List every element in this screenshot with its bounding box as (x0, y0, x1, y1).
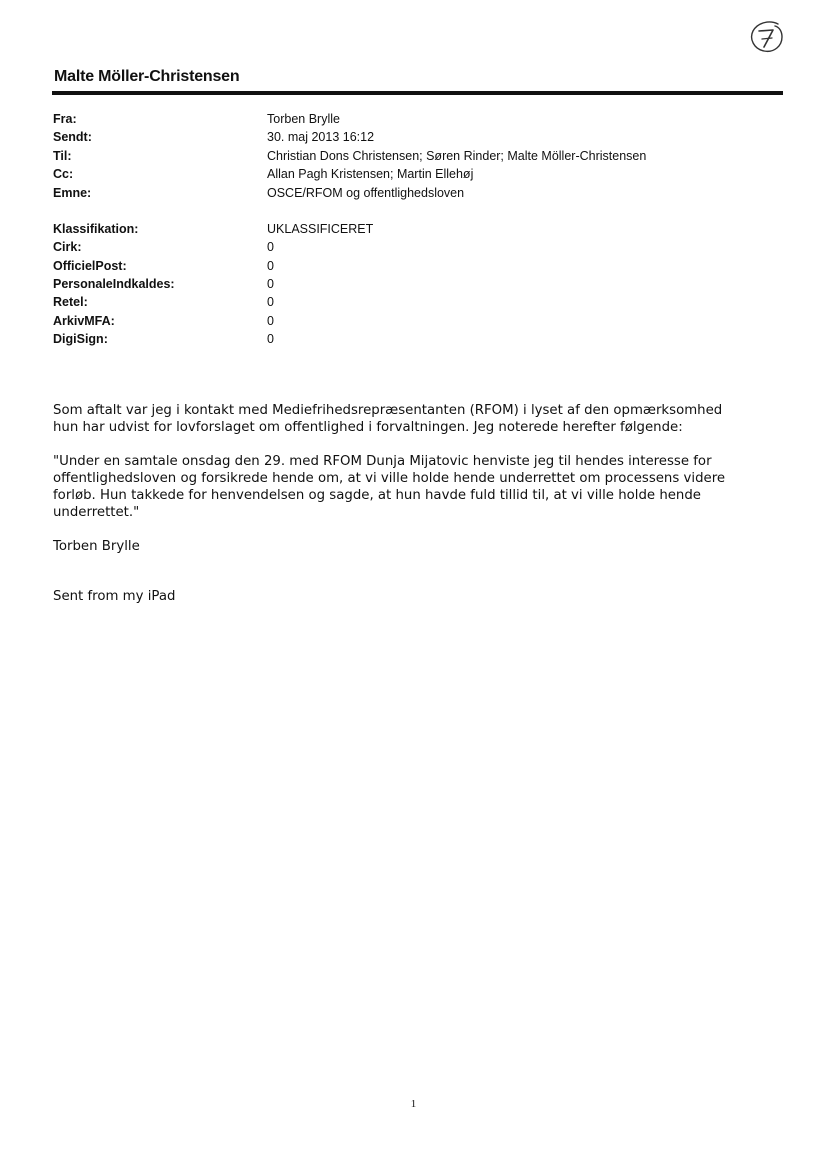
field-label: Til: (53, 149, 72, 163)
body-line: Som aftalt var jeg i kontakt med Mediefrihedsrepræsentanten (RFOM) i lyset af den opmærksomhed (53, 403, 723, 418)
field-value: UKLASSIFICERET (267, 222, 374, 236)
field-value: 0 (267, 295, 274, 309)
body-line: forløb. Hun takkede for henvendelsen og sagde, at hun havde fuld tillid til, at vi ville holde hende (53, 488, 701, 503)
body-line: offentlighedsloven og forsikrede hende om, at vi ville holde hende underrettet om processens videre (53, 471, 726, 486)
field-row-from (53, 110, 773, 128)
field-value: 0 (267, 259, 274, 273)
field-row-cc (53, 165, 773, 183)
field-label: Emne: (53, 186, 92, 200)
field-row-sent (53, 128, 773, 146)
field-row-classification (53, 220, 773, 238)
field-row-retel (53, 293, 773, 311)
page-number: 1 (410, 1098, 417, 1110)
body-line: "Under en samtale onsdag den 29. med RFOM Dunja Mijatovic henviste jeg til hendes interesse for (53, 454, 712, 469)
field-value: OSCE/RFOM og offentlighedsloven (267, 186, 465, 200)
field-label: Fra: (53, 112, 77, 126)
field-label: Sendt: (53, 130, 92, 144)
field-value: 0 (267, 332, 274, 346)
field-label: Retel: (53, 295, 88, 309)
sent-from-note: Sent from my iPad (53, 589, 176, 604)
field-label: OfficielPost: (53, 259, 127, 273)
field-row-to (53, 147, 773, 165)
body-line: underrettet." (53, 505, 140, 520)
field-value: 0 (267, 314, 274, 328)
field-value: 0 (267, 240, 274, 254)
field-row-officielpost (53, 257, 773, 275)
field-row-subject (53, 184, 773, 202)
header-divider (52, 91, 783, 95)
field-value: Torben Brylle (267, 112, 340, 126)
field-label: ArkivMFA: (53, 314, 115, 328)
signature: Torben Brylle (53, 539, 140, 554)
field-label: Cc: (53, 167, 74, 181)
field-row-arkivmfa (53, 312, 773, 330)
field-label: PersonaleIndkaldes: (53, 277, 175, 291)
field-row-digisign (53, 330, 773, 348)
field-value: Allan Pagh Kristensen; Martin Ellehøj (267, 167, 474, 181)
field-row-cirk (53, 238, 773, 256)
field-value: 30. maj 2013 16:12 (267, 130, 375, 144)
field-label: Cirk: (53, 240, 82, 254)
field-label: Klassifikation: (53, 222, 139, 236)
body-line: hun har udvist for lovforslaget om offentlighed i forvaltningen. Jeg noterede herefter følgende: (53, 420, 683, 435)
field-label: DigiSign: (53, 332, 108, 346)
field-row-personaleindkaldes (53, 275, 773, 293)
field-value: 0 (267, 277, 274, 291)
handwritten-page-number-mark (748, 18, 786, 56)
field-value: Christian Dons Christensen; Søren Rinder; Malte Möller-Christensen (267, 149, 647, 163)
mailbox-owner-name: Malte Möller-Christensen (54, 68, 240, 85)
